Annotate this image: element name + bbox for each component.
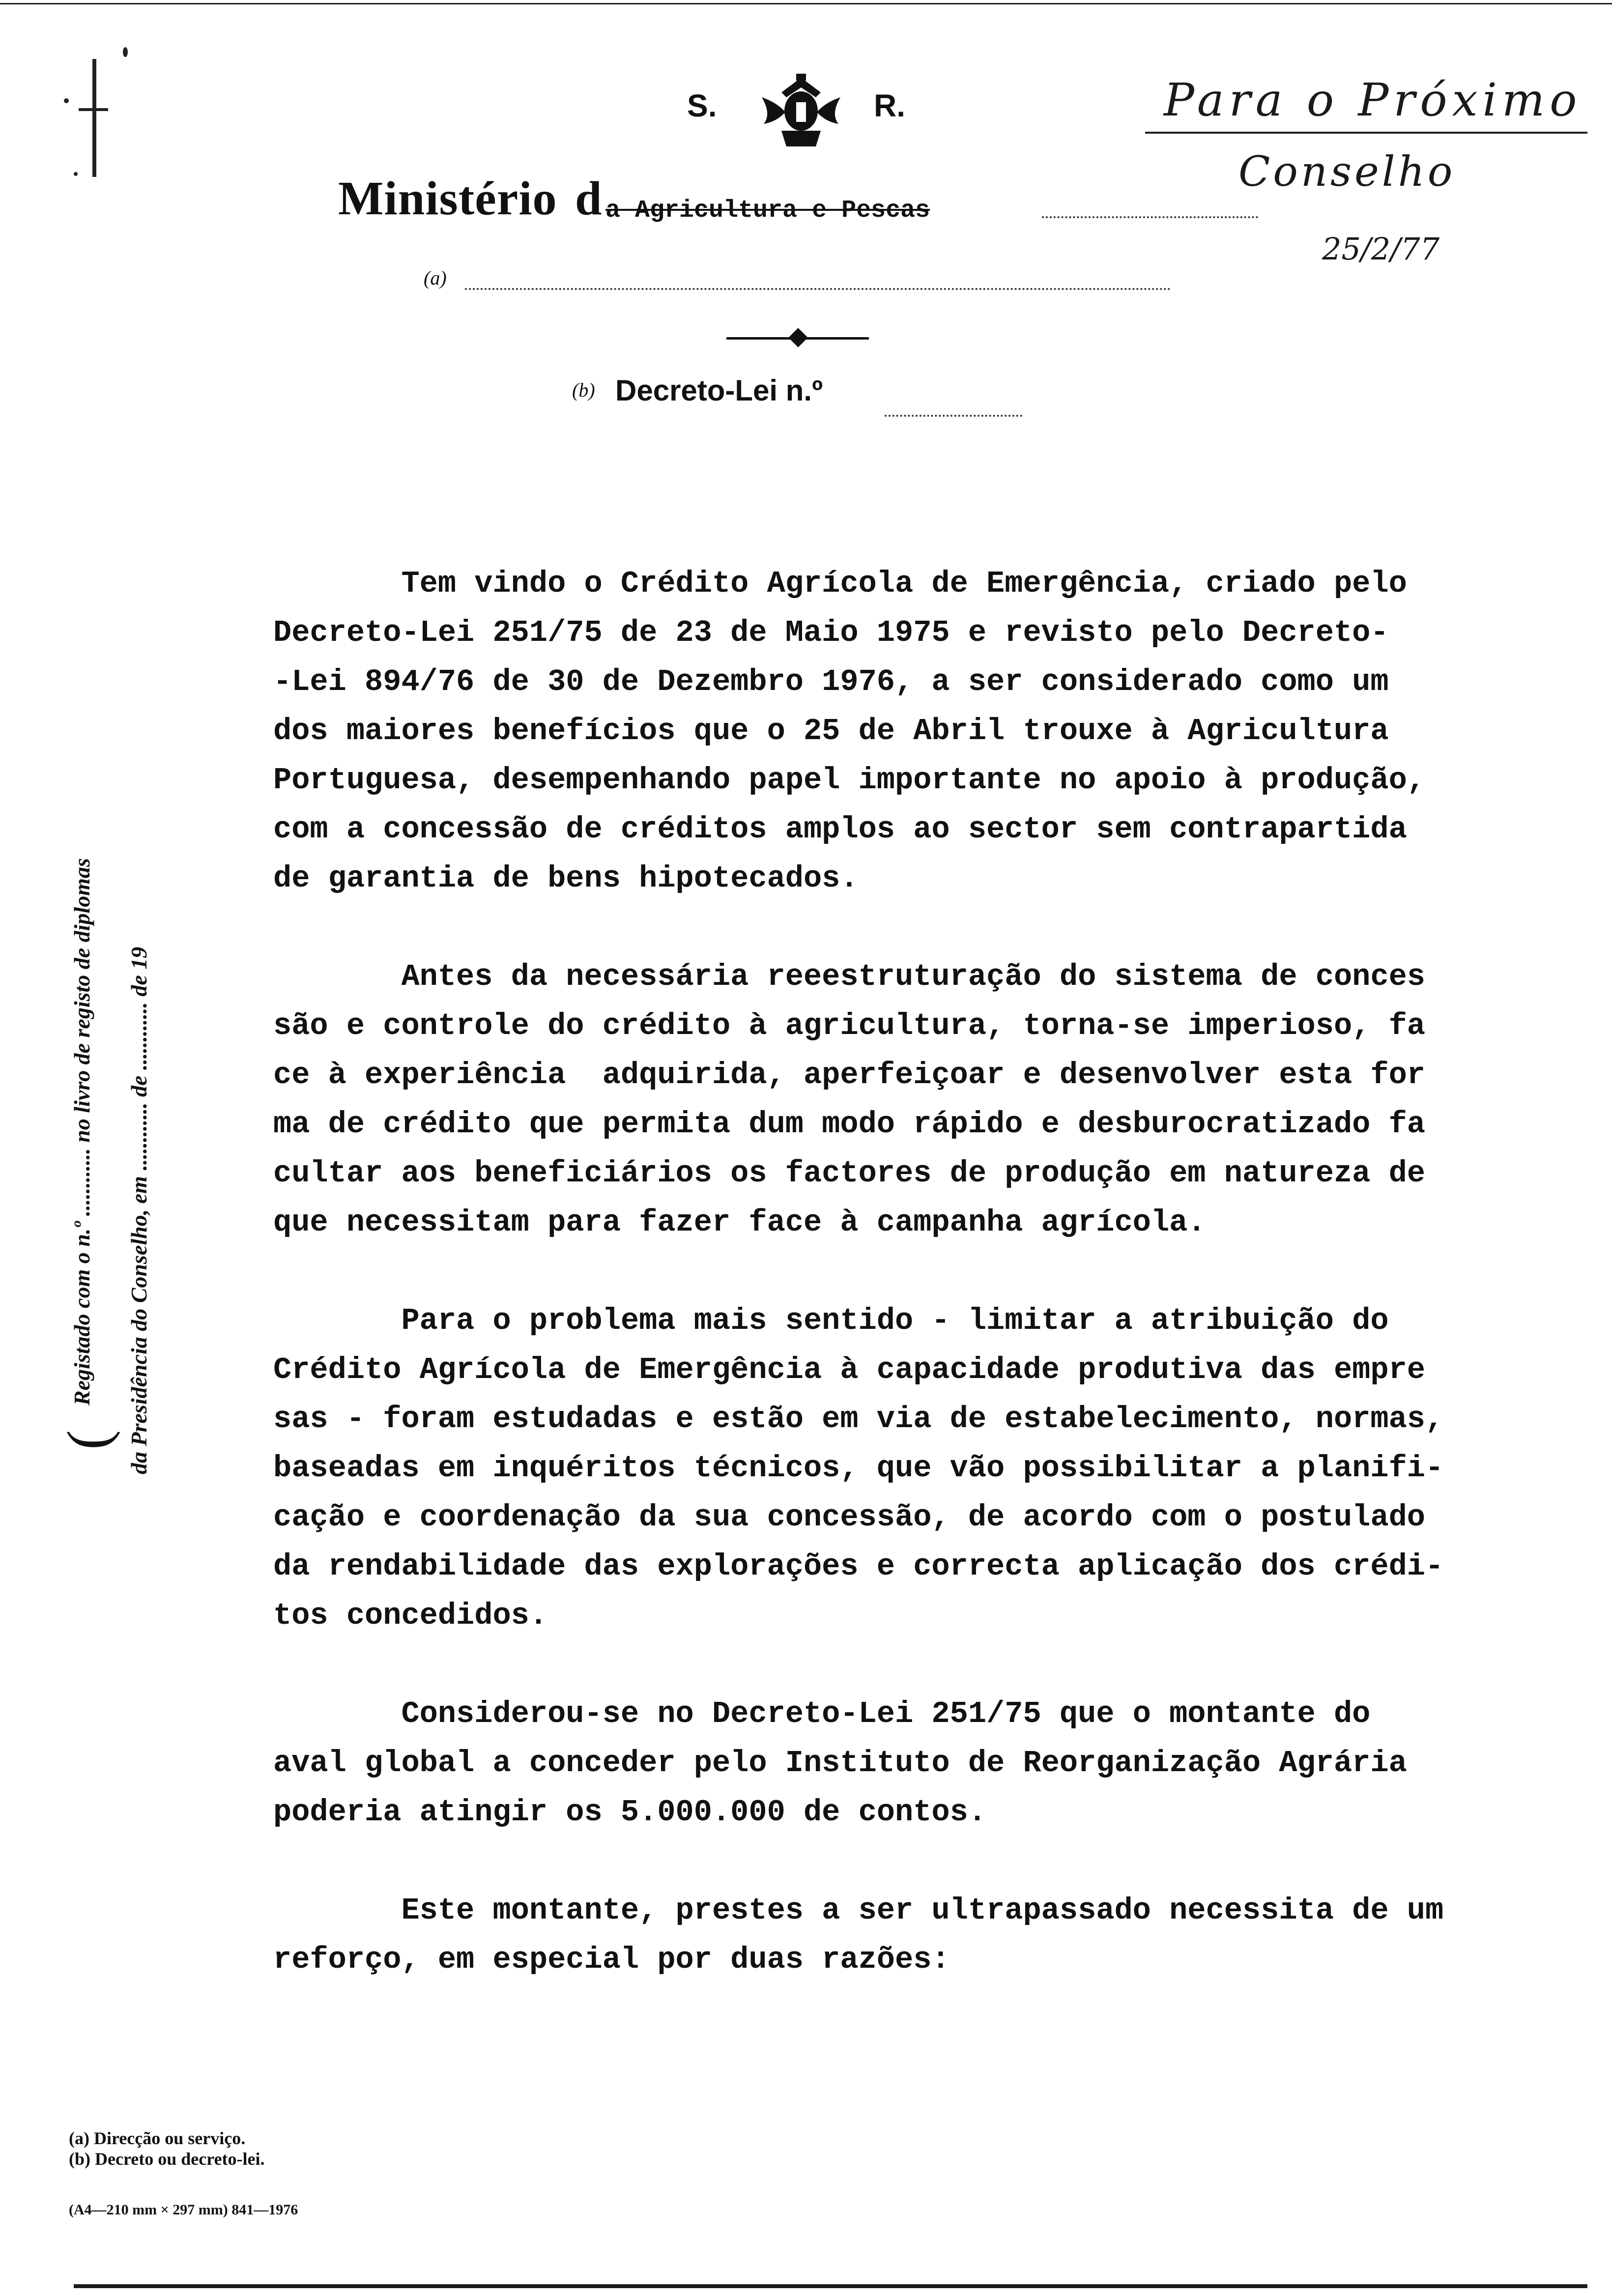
handwritten-date: 25/2/77: [1322, 231, 1440, 267]
bottom-border-line: [74, 2284, 1587, 2288]
footnotes: [69, 2128, 265, 2169]
paragraph: Para o problema mais sentido - limitar a atribuição do Crédito Agrícola de Emergência à capacidade produtiva das empre sas - foram estudadas e estão em via de estabelecimento, normas, baseadas em inquéritos técnicos, que vão possibilitar a planifi- cação e coordenação da sua concessão, de acordo com o postulado da rendabilidade das explorações e correcta aplicação dos crédi- tos concedidos.: [273, 1303, 1444, 1633]
ornament-diamond: [788, 328, 808, 347]
top-border-line: [0, 3, 1612, 4]
decree-number-dotted-line: [885, 415, 1022, 417]
annotation-a: (a): [424, 267, 447, 289]
letterhead-r: R.: [874, 88, 905, 123]
ministry-label: Ministério: [338, 172, 557, 225]
annotation-b: (b): [572, 379, 595, 401]
margin-dot: [64, 98, 69, 103]
registration-margin-line1: Registado com o n.º ............ no livro de registo de diplomas: [69, 858, 94, 1406]
ministry-d: d: [575, 172, 602, 225]
handwritten-note-line2: Conselho: [1238, 147, 1456, 196]
letterhead-s: S.: [687, 88, 717, 123]
service-dotted-line: [465, 288, 1171, 290]
handwritten-underline: [1145, 132, 1587, 134]
footnote-b: (b) Decreto ou decreto-lei.: [69, 2149, 265, 2169]
footnote-a: (a) Direcção ou serviço.: [69, 2128, 246, 2148]
decree-label: Decreto-Lei n.º: [615, 374, 823, 407]
paragraph: Este montante, prestes a ser ultrapassado necessita de um reforço, em especial por duas razões:: [273, 1893, 1444, 1977]
coat-of-arms-icon: [747, 73, 855, 151]
paragraph: Tem vindo o Crédito Agrícola de Emergência, criado pelo Decreto-Lei 251/75 de 23 de Maio 1975 e revisto pelo Decreto- -Lei 894/76 de 30 de Dezembro 1976, a ser considerado como um dos maiores benefícios que o 25 de Abril trouxe à Agricultura Portuguesa, desempenhando papel importante no apoio à produção, com a concessão de créditos amplos ao sector sem contrapartida de garantia de bens hipotecados.: [273, 566, 1425, 896]
margin-dot: [123, 47, 128, 57]
margin-mark-bar: [79, 108, 108, 111]
paragraph: Considerou-se no Decreto-Lei 251/75 que o montante do aval global a conceder pelo Instituto de Reorganização Agrária poderia atingir os 5.000.000 de contos.: [273, 1696, 1407, 1830]
paragraph: Antes da necessária reeestruturação do sistema de conces são e controle do crédito à agricultura, torna-se imperioso, fa ce à experiência adquirida, aperfeiçoar e desenvolver esta for ma de crédito que permita dum modo rápido e desburocratizado fa cultar aos beneficiários os factores de produção em natureza de que necessitam para fazer face à campanha agrícola.: [273, 959, 1425, 1240]
department-dotted-line: [1042, 216, 1258, 218]
department-name: a Agricultura e Pescas: [605, 197, 930, 225]
margin-dot: [74, 172, 78, 176]
margin-mark: [92, 59, 96, 177]
handwritten-note-line1: Para o Próximo: [1164, 74, 1582, 126]
document-body: [273, 559, 1551, 2034]
registration-margin-line2: da Presidência do Conselho, em ............ de ............ de 19: [126, 947, 151, 1474]
form-code: (A4—210 mm × 297 mm) 841—1976: [69, 2202, 298, 2218]
margin-bracket: (: [55, 1430, 120, 1450]
